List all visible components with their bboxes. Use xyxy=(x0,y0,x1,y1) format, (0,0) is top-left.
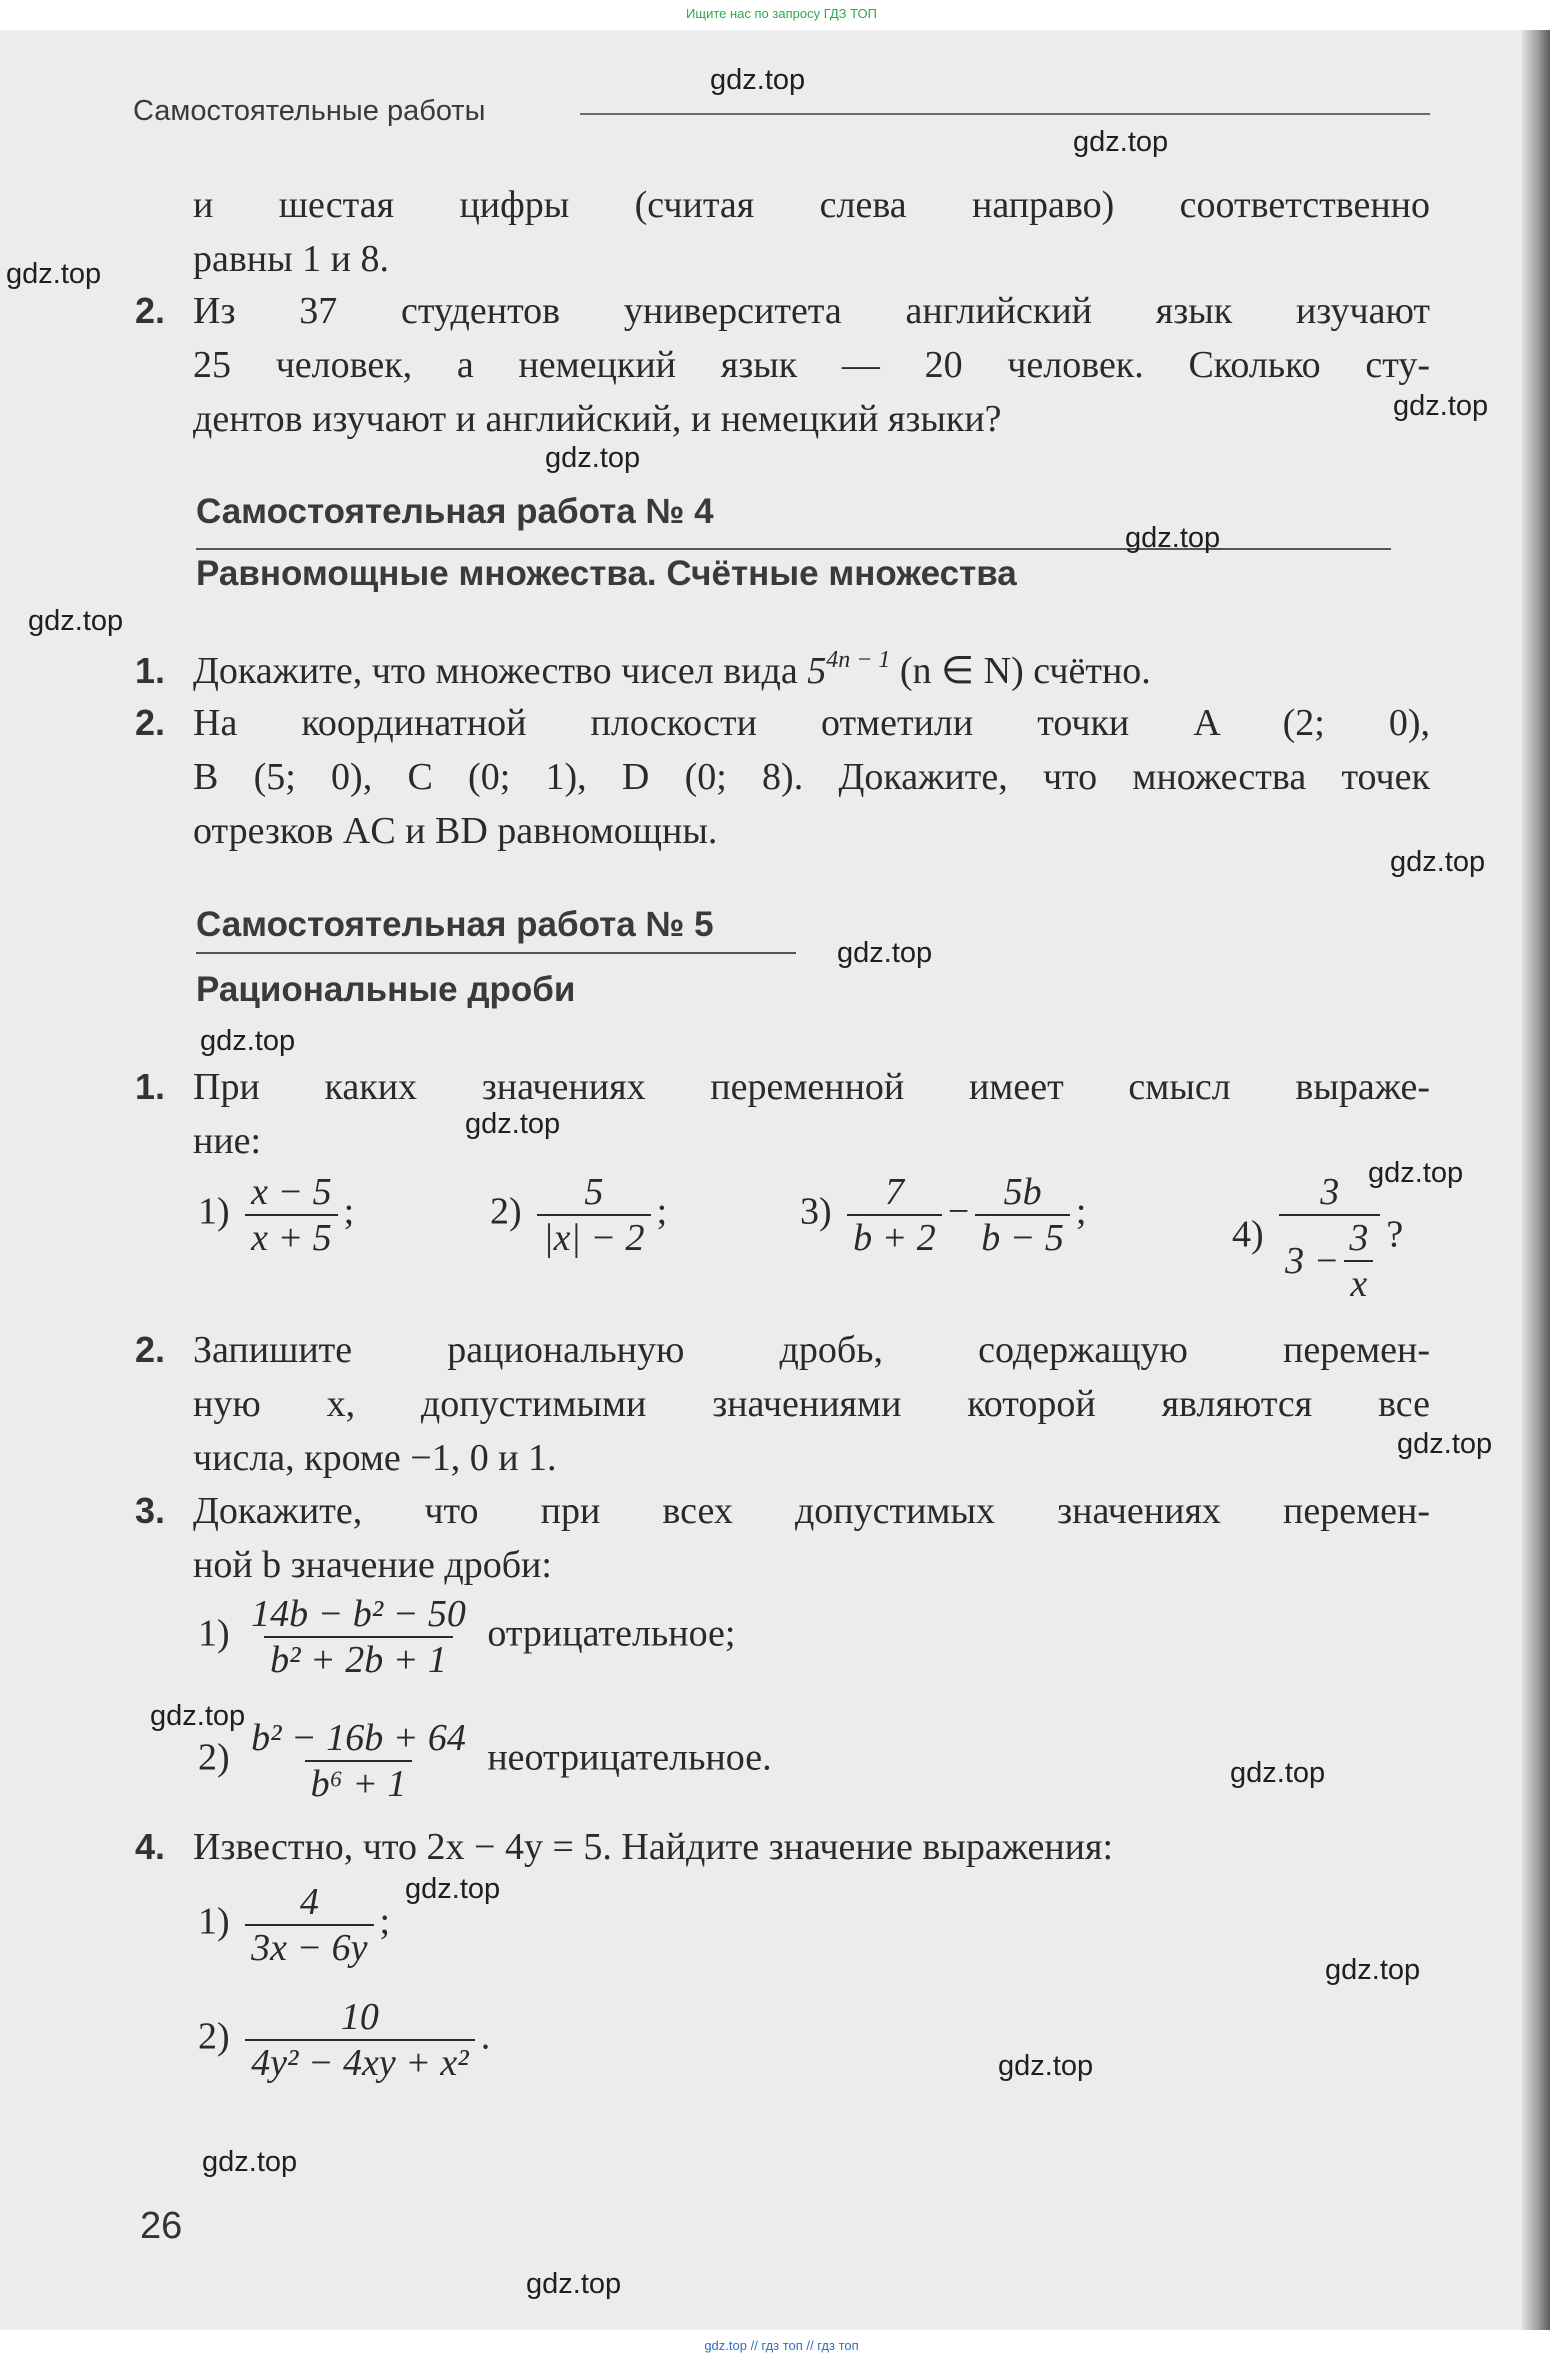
option-label: 2) xyxy=(490,1190,522,1233)
sr4-task2-line-2: B (5; 0), C (0; 1), D (0; 8). Докажите, что множества точек xyxy=(193,756,1430,798)
watermark: gdz.top xyxy=(837,937,933,969)
sr5-task4-option-1 xyxy=(198,1880,390,1970)
bottom-banner-link[interactable]: gdz.top // гдз топ // гдз топ xyxy=(704,2338,859,2353)
watermark: gdz.top xyxy=(710,64,806,96)
sr5-title-rule xyxy=(196,952,796,954)
fraction-denominator: b + 2 xyxy=(847,1214,942,1260)
sr5-subtitle: Рациональные дроби xyxy=(196,970,576,1009)
fraction xyxy=(245,1716,472,1806)
sr5-task3-line-2: ной b значение дроби: xyxy=(193,1544,552,1586)
fraction-numerator: 5 xyxy=(584,1171,604,1213)
sr4-task1 xyxy=(193,644,1151,698)
watermark: gdz.top xyxy=(1368,1157,1464,1189)
prev-line-2: равны 1 и 8. xyxy=(193,238,390,280)
sr4-task1-text: Докажите, что множество чисел вида xyxy=(193,650,798,692)
fraction xyxy=(245,1995,475,2085)
fraction-denominator: b − 5 xyxy=(975,1214,1070,1260)
watermark: gdz.top xyxy=(6,258,102,290)
complex-fraction xyxy=(1279,1170,1380,1306)
sr4-title: Самостоятельная работа № 4 xyxy=(196,492,714,531)
option-label: 2) xyxy=(198,1736,230,1779)
option-tail: ; xyxy=(343,1190,355,1233)
sr5-task3-option-2 xyxy=(198,1716,772,1806)
watermark: gdz.top xyxy=(1390,846,1486,878)
option-label: 1) xyxy=(198,1190,230,1233)
watermark: gdz.top xyxy=(1325,1954,1421,1986)
fraction-numerator: 14b − b² − 50 xyxy=(251,1593,466,1635)
prev-task2-line-3: дентов изучают и английский, и немецкий языки? xyxy=(193,398,1002,440)
sr4-subtitle: Равномощные множества. Счётные множества xyxy=(196,554,1017,593)
sr5-task1-option-3 xyxy=(800,1170,1086,1260)
option-tail: ; xyxy=(656,1190,668,1233)
option-text: неотрицательное. xyxy=(487,1736,772,1779)
prev-line-1: и шестая цифры (считая слева направо) соответственно xyxy=(193,184,1430,226)
watermark: gdz.top xyxy=(28,605,124,637)
sr4-task2-line-1: На координатной плоскости отметили точки A (2; 0), xyxy=(193,702,1430,744)
fraction xyxy=(975,1170,1070,1260)
sr5-task1-line-1: При каких значениях переменной имеет смысл выраже- xyxy=(193,1066,1430,1108)
watermark: gdz.top xyxy=(1393,390,1489,422)
denominator-lead: 3 − xyxy=(1285,1240,1340,1282)
top-banner-link[interactable]: Ищите нас по запросу ГДЗ ТОП xyxy=(686,6,877,21)
sr4-task2-line-3: отрезков AC и BD равномощны. xyxy=(193,810,718,852)
sr5-task2-line-3: числа, кроме −1, 0 и 1. xyxy=(193,1437,557,1479)
prev-task2-line-1: Из 37 студентов университета английский язык изучают xyxy=(193,290,1430,332)
sr5-task1 xyxy=(193,1060,1430,1168)
nested-denominator: x xyxy=(1344,1260,1373,1306)
minus-sign: − xyxy=(947,1190,970,1233)
option-tail: . xyxy=(480,2015,491,2058)
prev-task2 xyxy=(193,284,1430,446)
option-label: 1) xyxy=(198,1900,230,1943)
sr5-task1-number: 1. xyxy=(135,1066,166,1107)
sr5-task1-option-2 xyxy=(490,1170,667,1260)
watermark: gdz.top xyxy=(1073,126,1169,158)
fraction-numerator: x − 5 xyxy=(251,1171,332,1213)
fraction-denominator: x + 5 xyxy=(245,1214,338,1260)
watermark: gdz.top xyxy=(526,2268,622,2300)
sr5-task1-option-4 xyxy=(1232,1170,1403,1306)
watermark: gdz.top xyxy=(1230,1757,1326,1789)
sr4-task1-exponent: 4n − 1 xyxy=(826,647,891,673)
sr4-task1-condition: (n ∈ N) счётно. xyxy=(899,650,1151,692)
prev-task-continuation xyxy=(193,178,1430,286)
fraction-numerator: 4 xyxy=(299,1881,319,1923)
sr5-task3-option-1 xyxy=(198,1592,735,1682)
option-label: 1) xyxy=(198,1612,230,1655)
sr5-task3 xyxy=(193,1484,1430,1592)
sr5-title: Самостоятельная работа № 5 xyxy=(196,905,714,944)
sr5-task3-line-1: Докажите, что при всех допустимых значениях перемен- xyxy=(193,1490,1430,1532)
fraction-numerator: 5b xyxy=(1003,1171,1042,1213)
nested-fraction xyxy=(1343,1216,1374,1306)
watermark: gdz.top xyxy=(465,1108,561,1140)
option-tail: ; xyxy=(1075,1190,1087,1233)
fraction-numerator: 7 xyxy=(884,1171,904,1213)
sr5-task4-number: 4. xyxy=(135,1826,166,1867)
watermark: gdz.top xyxy=(1125,522,1221,554)
fraction-denominator: 4y² − 4xy + x² xyxy=(245,2039,475,2085)
fraction xyxy=(537,1170,650,1260)
fraction-denominator: b⁶ + 1 xyxy=(305,1760,413,1806)
option-label: 2) xyxy=(198,2015,230,2058)
page-edge-shadow xyxy=(1522,30,1550,2330)
page-number: 26 xyxy=(140,2205,183,2247)
fraction-denominator xyxy=(1279,1214,1380,1306)
fraction xyxy=(245,1170,338,1260)
fraction-numerator: b² − 16b + 64 xyxy=(251,1717,466,1759)
sr5-task2-line-2: ную x, допустимыми значениями которой являются все xyxy=(193,1383,1430,1425)
sr4-task2 xyxy=(193,696,1430,858)
sr4-task1-base: 5 xyxy=(807,650,827,692)
fraction-denominator: b² + 2b + 1 xyxy=(264,1636,453,1682)
sr5-task3-number: 3. xyxy=(135,1490,166,1531)
fraction-denominator: 3x − 6y xyxy=(245,1924,373,1970)
sr5-task1-option-1 xyxy=(198,1170,354,1260)
watermark: gdz.top xyxy=(1397,1428,1493,1460)
sr4-task2-number: 2. xyxy=(135,702,166,743)
sr5-task2-number: 2. xyxy=(135,1329,166,1370)
sr5-task2 xyxy=(193,1323,1430,1485)
fraction xyxy=(245,1880,373,1970)
watermark: gdz.top xyxy=(202,2146,298,2178)
fraction-denominator: |x| − 2 xyxy=(537,1214,650,1260)
running-head: Самостоятельные работы xyxy=(133,95,486,127)
fraction xyxy=(847,1170,942,1260)
sr5-task1-line-2: ние: xyxy=(193,1120,262,1162)
prev-task2-line-2: 25 человек, а немецкий язык — 20 человек. Сколько сту- xyxy=(193,344,1430,386)
prev-task2-number: 2. xyxy=(135,290,166,331)
watermark: gdz.top xyxy=(150,1700,246,1732)
sr5-task4-text: Известно, что 2x − 4y = 5. Найдите значение выражения: xyxy=(193,1826,1114,1868)
option-tail: ; xyxy=(379,1900,391,1943)
sr5-task2-line-1: Запишите рациональную дробь, содержащую перемен- xyxy=(193,1329,1430,1371)
watermark: gdz.top xyxy=(200,1025,296,1057)
running-head-rule xyxy=(580,113,1430,115)
fraction-numerator: 3 xyxy=(1320,1171,1340,1213)
nested-numerator: 3 xyxy=(1349,1217,1369,1259)
sr4-task1-number: 1. xyxy=(135,650,166,691)
fraction xyxy=(245,1592,472,1682)
option-text: отрицательное; xyxy=(487,1612,736,1655)
watermark: gdz.top xyxy=(998,2050,1094,2082)
watermark: gdz.top xyxy=(545,442,641,474)
option-tail: ? xyxy=(1386,1213,1404,1256)
option-label: 4) xyxy=(1232,1213,1264,1256)
sr5-task4-option-2 xyxy=(198,1995,490,2085)
option-label: 3) xyxy=(800,1190,832,1233)
watermark: gdz.top xyxy=(405,1873,501,1905)
fraction-numerator: 10 xyxy=(340,1996,379,2038)
